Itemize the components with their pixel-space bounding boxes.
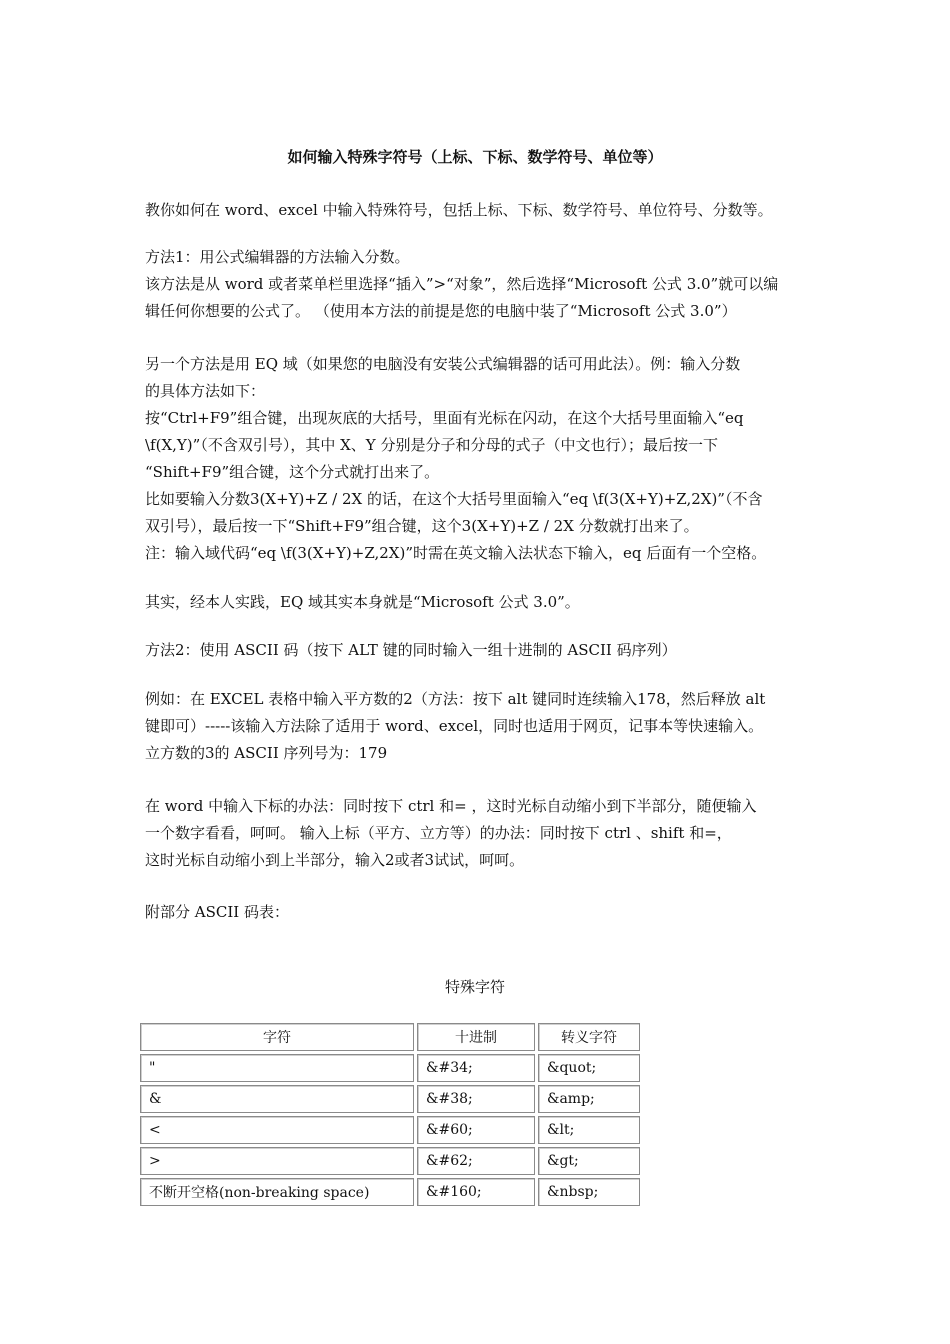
table-row (140, 1085, 640, 1113)
subsup-line: 这时光标自动缩小到上半部分，输入2或者3试试，呵呵。 (145, 851, 525, 869)
appendix-paragraph (145, 899, 810, 926)
eq-line: 注：输入域代码“eq \f(3(X+Y)+Z,2X)”时需在英文输入法状态下输入，eq 后面有一个空格。 (145, 544, 767, 562)
table-caption: 特殊字符 (444, 978, 505, 996)
eq-line: 按“Ctrl+F9”组合键，出现灰底的大括号，里面有光标在闪动，在这个大括号里面输入“eq (145, 409, 744, 427)
intro-line: 教你如何在 word、excel 中输入特殊符号，包括上标、下标、数学符号、单位符号、分数等。 (145, 201, 773, 219)
practice-line: 其实，经本人实践，EQ 域其实本身就是“Microsoft 公式 3.0”。 (145, 593, 580, 611)
cell-char: & (140, 1085, 414, 1113)
page-title: 如何输入特殊字符号（上标、下标、数学符号、单位等） (287, 148, 663, 166)
method2-line: 方法2：使用 ASCII 码（按下 ALT 键的同时输入一组十进制的 ASCII 码序列） (145, 641, 677, 659)
intro-paragraph (145, 197, 810, 224)
example-line: 立方数的3的 ASCII 序列号为：179 (145, 744, 388, 762)
table-row (140, 1116, 640, 1144)
table-row (140, 1178, 640, 1206)
eq-line: 另一个方法是用 EQ 域（如果您的电脑没有安装公式编辑器的话可用此法）。例：输入分数 (145, 355, 741, 373)
cell-char: < (140, 1116, 414, 1144)
cell-escape: &nbsp; (538, 1178, 640, 1206)
eq-paragraph (145, 351, 810, 567)
header-decimal: 十进制 (417, 1023, 535, 1051)
example-line: 键即可）-----该输入方法除了适用于 word、excel，同时也适用于网页，记事本等快速输入。 (145, 717, 764, 735)
cell-char: " (140, 1054, 414, 1082)
eq-line: \f(X,Y)”（不含双引号），其中 X、Y 分别是分子和分母的式子（中文也行）；最后按一下 (145, 436, 718, 454)
method1-line: 该方法是从 word 或者菜单栏里选择“插入”>“对象”，然后选择“Microsoft 公式 3.0”就可以编 (145, 275, 779, 293)
table-header-row (140, 1023, 640, 1051)
method1-paragraph (145, 244, 810, 325)
subsup-paragraph (145, 793, 810, 874)
eq-line: 的具体方法如下： (145, 382, 266, 400)
eq-line: “Shift+F9”组合键，这个分式就打出来了。 (145, 463, 440, 481)
cell-char: > (140, 1147, 414, 1175)
cell-escape: &amp; (538, 1085, 640, 1113)
appendix-line: 附部分 ASCII 码表： (145, 903, 289, 921)
cell-decimal: &#160; (417, 1178, 535, 1206)
cell-decimal: &#34; (417, 1054, 535, 1082)
cell-decimal: &#38; (417, 1085, 535, 1113)
method2-paragraph (145, 637, 810, 664)
ascii-table (137, 1020, 643, 1209)
eq-line: 比如要输入分数3(X+Y)+Z / 2X 的话，在这个大括号里面输入“eq \f(3(X+Y)+Z,2X)”（不含 (145, 490, 763, 508)
header-char: 字符 (140, 1023, 414, 1051)
practice-paragraph (145, 589, 810, 616)
subsup-line: 在 word 中输入下标的办法：同时按下 ctrl 和= ，这时光标自动缩小到下半部分，随便输入 (145, 797, 757, 815)
cell-char: 不断开空格(non-breaking space) (140, 1178, 414, 1206)
cell-escape: &gt; (538, 1147, 640, 1175)
cell-decimal: &#60; (417, 1116, 535, 1144)
example-line: 例如：在 EXCEL 表格中输入平方数的2（方法：按下 alt 键同时连续输入178，然后释放 alt (145, 690, 766, 708)
table-row (140, 1147, 640, 1175)
method1-heading: 方法1：用公式编辑器的方法输入分数。 (145, 248, 410, 266)
table-row (140, 1054, 640, 1082)
method1-line: 辑任何你想要的公式了。 （使用本方法的前提是您的电脑中装了“Microsoft 公式 3.0”） (145, 302, 737, 320)
header-escape: 转义字符 (538, 1023, 640, 1051)
eq-line: 双引号），最后按一下“Shift+F9”组合键，这个3(X+Y)+Z / 2X 分数就打出来了。 (145, 517, 699, 535)
cell-escape: &quot; (538, 1054, 640, 1082)
example-paragraph (145, 686, 810, 767)
cell-decimal: &#62; (417, 1147, 535, 1175)
subsup-line: 一个数字看看，呵呵。 输入上标（平方、立方等）的办法：同时按下 ctrl 、shift 和=， (145, 824, 732, 842)
cell-escape: &lt; (538, 1116, 640, 1144)
